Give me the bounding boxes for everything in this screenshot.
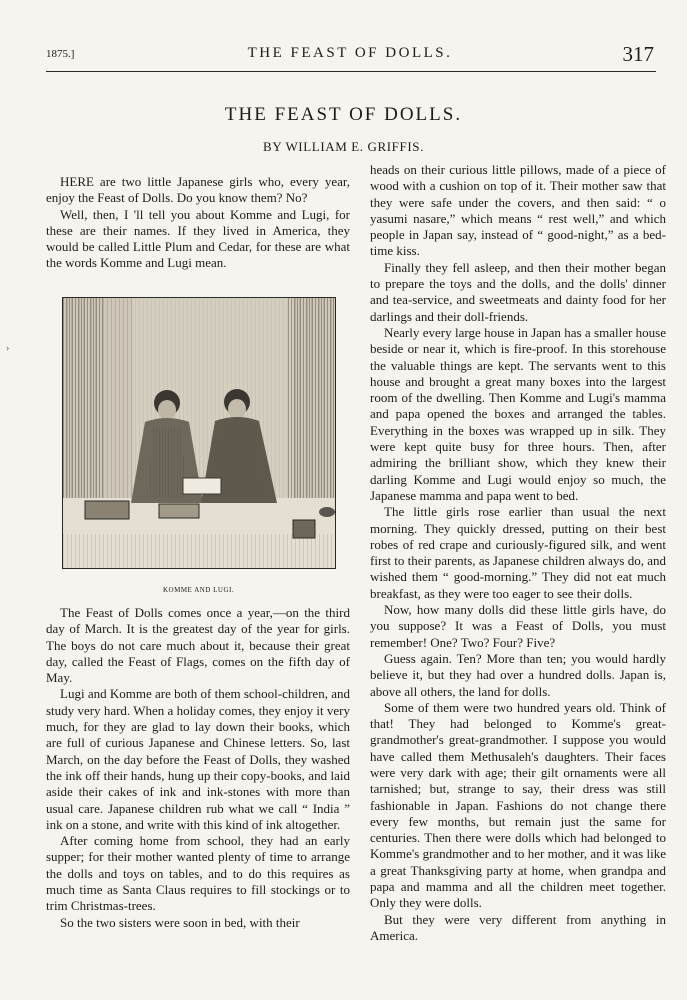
paragraph: Guess again. Ten? More than ten; you would hardly believe it, but they had over a hundred dolls. Japan is, above all others, the land for dolls. (370, 650, 666, 699)
margin-mark: › (6, 343, 10, 354)
paragraph: The little girls rose earlier than usual the next morning. They quickly dressed, putting on their best robes of red crape and curiously-figured silk, and went first to their parents, as Japanese children always do, and wished them “ good-morning.” They did not eat much breakfast, as they were too eager to see their dolls. (370, 504, 666, 601)
paragraph: So the two sisters were soon in bed, with their (60, 914, 300, 930)
header-rule (46, 71, 656, 72)
paragraph: But they were very different from anything in America. (370, 911, 666, 943)
article-title: THE FEAST OF DOLLS. (224, 104, 463, 125)
paragraph: The Feast of Dolls comes once a year,—on the third day of March. It is the greatest day of the year for girls. The boys do not care much about it, because their great day, called the Feast of Flags, comes on the fifth day of May. (46, 605, 350, 686)
paragraph: heads on their curious little pillows, made of a piece of wood with a cushion on top of it. Their mother saw that they were safe under the covers, and then said: “ o yasumi nasare,” which means “ rest well,” and which people in Japan say, instead of “ good-night,” as a bed-time kiss. (370, 162, 666, 259)
paragraph: Some of them were two hundred years old. Think of that! They had belonged to Komme's great-grandmother's great-grandmother. I suppose you would have called them Methusaleh's daughters. Their faces were very dark with age; their gilt ornaments were all tarnished; but, strange to say, their dress was still fashionable in Japan. Fashions do not change there every few months, but remain just the same for centuries. Then there were dolls which had belonged to Komme's grandmother and to her mother, and it was like a great Thanksgiving party at home, when grandpa and papa and mamma and all the children meet together. Only they were dolls. (370, 699, 666, 911)
article-byline: BY WILLIAM E. GRIFFIS. (263, 139, 424, 154)
running-title: THE FEAST OF DOLLS. (247, 45, 453, 61)
illustration-caption: KOMME AND LUGI. (163, 586, 235, 594)
paragraph: Now, how many dolls did these little girls have, do you suppose? It was a Feast of Dolls, you must remember! One? Two? Four? Five? (370, 602, 666, 650)
issue-year: 1875.] (46, 48, 75, 60)
paragraph: Lugi and Komme are both of them school-children, and study very hard. When a holiday comes, they enjoy it very much, for they are glad to lay down their books, which are full of curious Japanese and Chinese letters. So, last March, on the day before the Feast of Dolls, they washed the ink off their hands, hung up their copy-books, and laid aside their cakes of ink and ink-stones with more than usual care. Japanese children rub what we call “ India ” ink on a stone, and write with this kind of ink altogether. (46, 686, 350, 832)
paragraph: HERE are two little Japanese girls who, every year, enjoy the Feast of Dolls. Do you know them? No? (46, 174, 350, 206)
left-column-bottom (46, 605, 350, 931)
paragraph: Well, then, I 'll tell you about Komme and Lugi, for these are their names. If they lived in America, they would be called Little Plum and Cedar, for these are what the words Komme and Lugi mean. (46, 206, 350, 271)
illustration-drawing (63, 298, 335, 568)
page-header (46, 42, 654, 68)
paragraph: Nearly every large house in Japan has a smaller house beside or near it, which is fire-proof. In this storehouse the valuable things are kept. The servants went to this house and brought a great many boxes into the largest room of the dwelling. Then Komme and Lugi's mamma and papa opened the boxes and arranged the tables. Everything in the boxes was wrapped up in silk. They were kept quite busy for three hours. Then, after admiring the brilliant show, which they knew their darling Komme and Lugi would enjoy so much, the Japanese mamma and papa went to bed. (370, 324, 666, 503)
paragraph: Finally they fell asleep, and then their mother began to prepare the toys and the dolls, and the dolls' dinner and tea-service, and sweetmeats and dainty food for her darlings and their doll-friends. (370, 259, 666, 324)
left-column-top (46, 174, 350, 272)
engraving-illustration (62, 297, 336, 569)
page-number: 317 (622, 42, 654, 66)
paragraph: After coming home from school, they had an early supper; for their mother wanted plenty of time to arrange the dolls and toys on tables, and to do this requires as much time as Santa Claus requires to fill stockings or to trim Christmas-trees. (46, 833, 350, 914)
right-column (370, 162, 666, 944)
